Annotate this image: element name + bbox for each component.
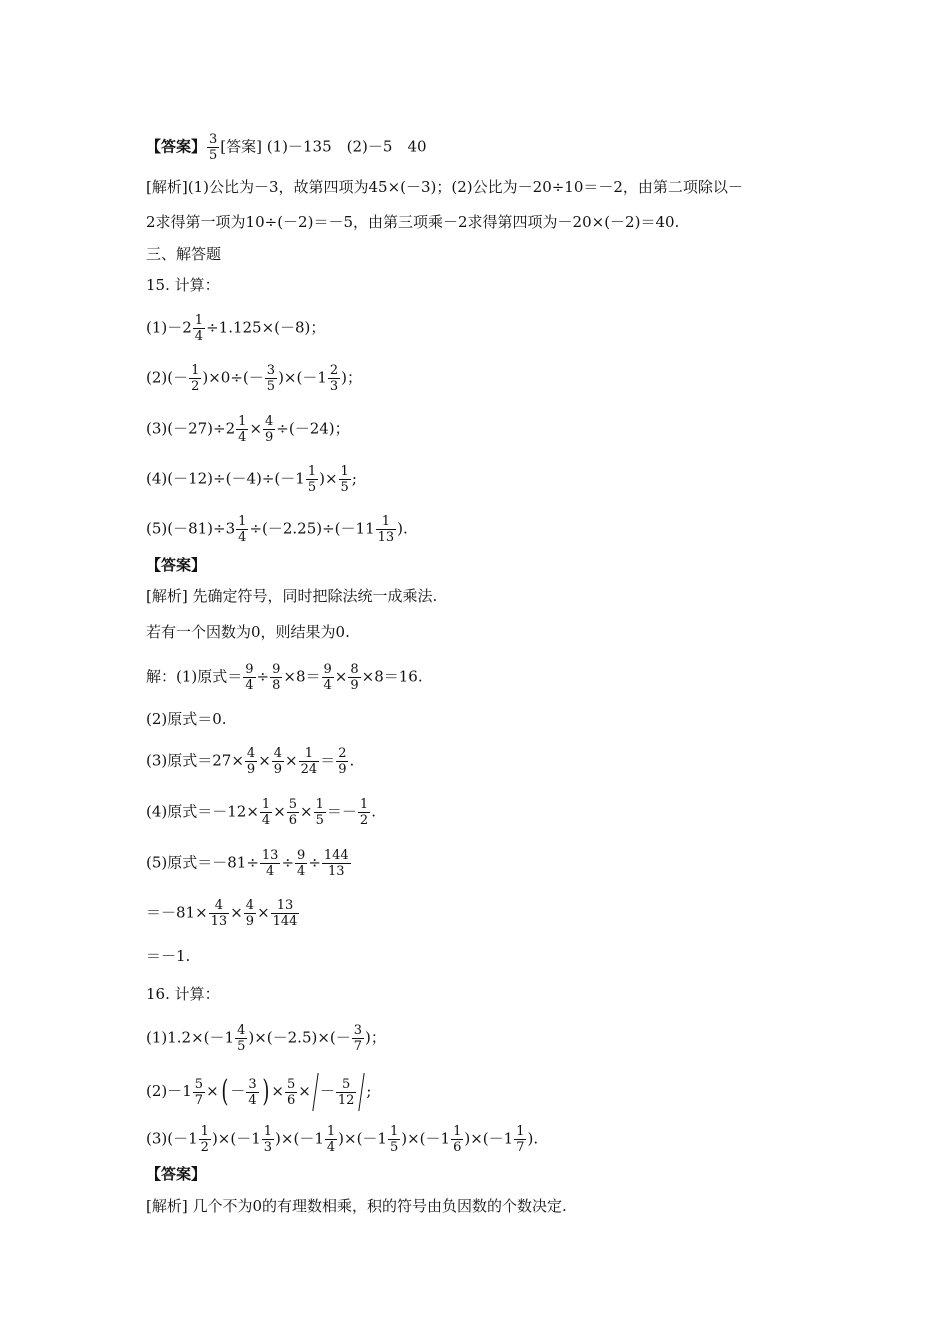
fraction: $\frac{4}{9}$ <box>245 898 255 929</box>
absolute-bar-left <box>312 1073 318 1111</box>
fraction: $\frac{1}{5}$ <box>340 464 349 495</box>
q15-solution-6: ＝－81× $\frac{4}{13}$ × $\frac{4}{9}$ × $\frac{13}{144}$ <box>146 898 298 929</box>
answer-label: 【答案】 <box>146 137 207 156</box>
fraction: $\frac{9}{4}$ <box>323 662 332 693</box>
fraction: $\frac{5}{6}$ <box>288 797 298 828</box>
fraction: $\frac{1}{2}$ <box>359 797 369 828</box>
fraction: $\frac{9}{8}$ <box>272 662 281 693</box>
answer-text: [答案] (1)－135 (2)－5 40 <box>220 137 427 156</box>
fraction: $\frac{1}{7}$ <box>516 1124 525 1155</box>
fraction: $\frac{3}{4}$ <box>248 1076 257 1108</box>
q16-part-1: (1)1.2×(－1 $\frac{4}{5}$ )×(－2.5)×(－ $\frac{3}{7}$ )； <box>146 1023 386 1054</box>
fraction: $\frac{1}{2}$ <box>191 363 200 394</box>
question-16-title: 16. 计算： <box>146 985 220 1003</box>
q15-part-2: (2)(－ $\frac{1}{2}$ )×0÷(－ $\frac{3}{5}$ )×(－1 $\frac{2}{3}$ )； <box>146 363 363 394</box>
q15-solution-2: (2)原式＝0. <box>146 710 227 728</box>
fraction: $\frac{1}{5}$ <box>315 797 324 828</box>
fraction: $\frac{1}{13}$ <box>377 514 395 545</box>
q15-answer-label: 【答案】 <box>146 556 207 574</box>
fraction: $\frac{2}{9}$ <box>338 746 347 777</box>
fraction: $\frac{1}{2}$ <box>200 1124 209 1155</box>
fraction: $\frac{3}{5}$ <box>266 363 276 394</box>
absolute-bar-right <box>359 1073 365 1111</box>
q15-part-5: (5)(－81)÷3 $\frac{1}{4}$ ÷(－2.25)÷(－11 $\frac{1}{13}$ ). <box>146 514 408 545</box>
analysis-line-1: [解析](1)公比为－3，故第四项为45×(－3)；(2)公比为－20÷10＝－2，由第二项除以－ <box>146 178 743 196</box>
q15-solution-4: (4)原式＝－12× $\frac{1}{4}$ × $\frac{5}{6}$ × $\frac{1}{5}$ ＝－ $\frac{1}{2}$ . <box>146 797 376 828</box>
fraction: $\frac{4}{13}$ <box>210 898 228 929</box>
fraction: $\frac{1}{5}$ <box>307 464 317 495</box>
top-answer-line <box>146 132 427 163</box>
fraction: $\frac{1}{24}$ <box>300 746 318 777</box>
fraction: $\frac{4}{5}$ <box>237 1023 246 1054</box>
fraction: $\frac{1}{3}$ <box>263 1124 273 1155</box>
q16-answer-label: 【答案】 <box>146 1165 207 1183</box>
fraction: $\frac{1}{4}$ <box>194 313 204 344</box>
q16-part-2: (2)－1 $\frac{5}{7}$ ×( － $\frac{3}{4}$ ) × $\frac{5}{6}$ × － $\frac{5}{12}$ ; <box>146 1074 372 1109</box>
q15-note: 若有一个因数为0，则结果为0. <box>146 623 350 641</box>
question-15-title: 15. 计算： <box>146 276 220 294</box>
fraction: $\frac{13}{4}$ <box>261 848 279 879</box>
fraction: $\frac{5}{7}$ <box>194 1076 204 1108</box>
right-paren: ) <box>262 1074 270 1109</box>
q15-analysis: [解析] 先确定符号，同时把除法统一成乘法. <box>146 587 438 605</box>
q15-solution-5: (5)原式＝－81÷ $\frac{13}{4}$ ÷ $\frac{9}{4}$ ÷ $\frac{144}{13}$ <box>146 848 349 879</box>
fraction: $\frac{2}{3}$ <box>329 363 339 394</box>
q15-part-3: (3)(－27)÷2 $\frac{1}{4}$ × $\frac{4}{9}$ ÷(－24)； <box>146 414 350 445</box>
fraction: $\frac{4}{9}$ <box>265 414 274 445</box>
fraction: $\frac{1}{4}$ <box>238 414 247 445</box>
fraction: $\frac{1}{4}$ <box>238 514 247 545</box>
fraction: $\frac{3}{7}$ <box>353 1023 363 1054</box>
fraction: $\frac{1}{5}$ <box>389 1124 399 1155</box>
analysis-line-2: 2求得第一项为10÷(－2)＝－5，由第三项乘－2求得第四项为－20×(－2)＝40. <box>146 213 680 231</box>
fraction: $\frac{1}{4}$ <box>261 797 271 828</box>
fraction: $\frac{5}{6}$ <box>286 1076 296 1108</box>
q15-solution-3: (3)原式＝27× $\frac{4}{9}$ × $\frac{4}{9}$ × $\frac{1}{24}$ ＝ $\frac{2}{9}$ . <box>146 746 355 777</box>
fraction: $\frac{9}{4}$ <box>297 848 306 879</box>
q15-solution-1: 解：(1)原式＝ $\frac{9}{4}$ ÷ $\frac{9}{8}$ ×8＝ $\frac{9}{4}$ × $\frac{8}{9}$ ×8＝16. <box>146 662 423 693</box>
q16-analysis: [解析] 几个不为0的有理数相乘，积的符号由负因数的个数决定. <box>146 1197 567 1215</box>
fraction: $\frac{8}{9}$ <box>350 662 359 693</box>
fraction: $\frac{4}{9}$ <box>273 746 283 777</box>
fraction: $\frac{4}{9}$ <box>246 746 256 777</box>
q15-solution-7: ＝－1. <box>146 947 191 965</box>
fraction: $\frac{1}{6}$ <box>453 1124 462 1155</box>
fraction: $\frac{144}{13}$ <box>323 848 349 879</box>
fraction: $\frac{13}{144}$ <box>272 898 298 929</box>
q15-part-4: (4)(－12)÷(－4)÷(－1 $\frac{1}{5}$ )× $\frac{1}{5}$ ; <box>146 464 357 495</box>
fraction: $\frac{3}{5}$ <box>209 132 218 163</box>
fraction: $\frac{9}{4}$ <box>245 662 254 693</box>
fraction: $\frac{5}{12}$ <box>337 1076 355 1108</box>
left-paren: ( <box>221 1074 229 1109</box>
fraction: $\frac{1}{4}$ <box>326 1124 336 1155</box>
section-title: 三、解答题 <box>146 245 222 263</box>
q16-part-3: (3)(－1 $\frac{1}{2}$ )×(－1 $\frac{1}{3}$ )×(－1 $\frac{1}{4}$ )×(－1 $\frac{1}{5}$ )×(－1 $\frac{1}{6}$ )×(－1 $\frac{1}{7}$ ). <box>146 1124 539 1155</box>
q15-part-1: (1)－2 $\frac{1}{4}$ ÷1.125×(－8)； <box>146 313 326 344</box>
